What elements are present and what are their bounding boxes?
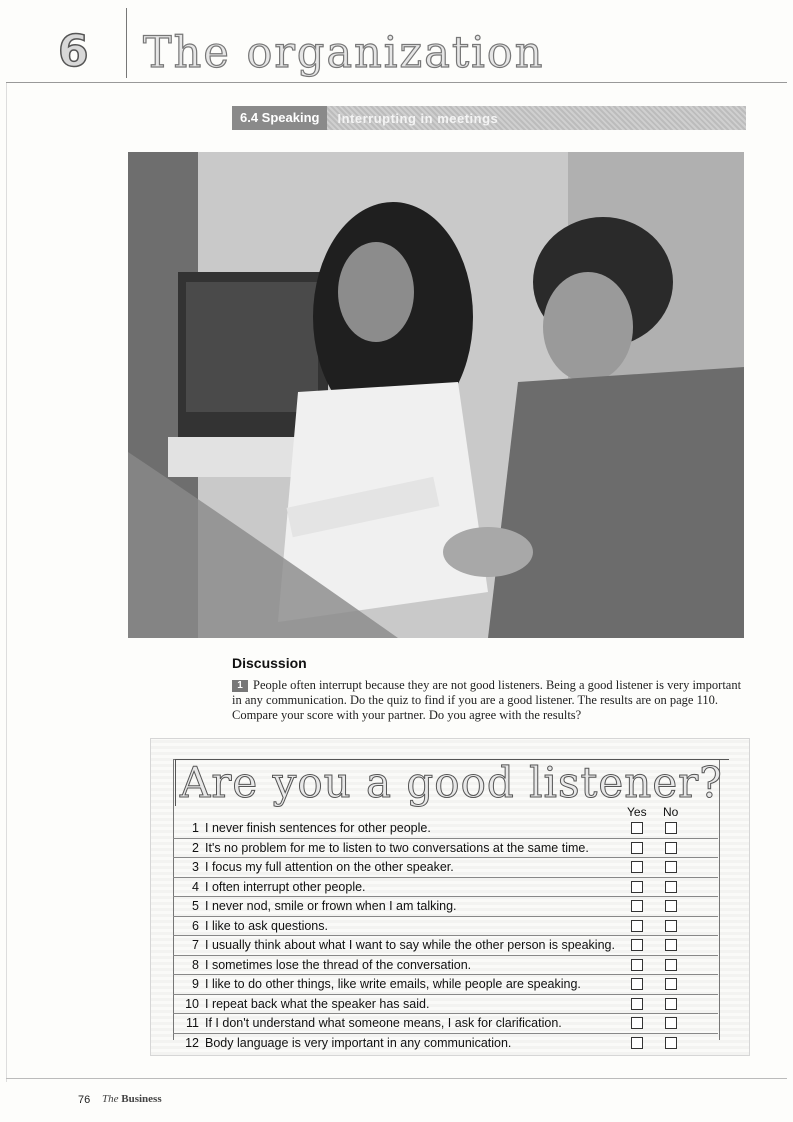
quiz-item-number: 7 <box>192 938 199 953</box>
quiz-item-text: If I don't understand what someone means, I ask for clarification. <box>205 1016 562 1031</box>
quiz-row <box>173 896 718 916</box>
quiz-row <box>173 877 718 897</box>
unit-title: The organization <box>143 28 545 78</box>
yes-checkbox[interactable] <box>631 920 643 932</box>
yes-checkbox[interactable] <box>631 900 643 912</box>
unit-number: 6 <box>58 26 90 77</box>
yes-checkbox[interactable] <box>631 998 643 1010</box>
book-title: Business <box>121 1093 162 1105</box>
quiz-item-number: 12 <box>185 1035 199 1050</box>
no-column-header: No <box>663 805 679 819</box>
no-checkbox[interactable] <box>665 900 677 912</box>
quiz-row <box>173 974 718 994</box>
margin-rule <box>6 82 7 1082</box>
quiz-item-text: I often interrupt other people. <box>205 879 366 894</box>
no-checkbox[interactable] <box>665 939 677 951</box>
quiz-row <box>173 819 718 838</box>
no-checkbox[interactable] <box>665 998 677 1010</box>
quiz-row <box>173 916 718 936</box>
yes-checkbox[interactable] <box>631 1037 643 1049</box>
book-prefix: The <box>102 1093 119 1105</box>
section-label: 6.4 Speaking <box>232 106 327 130</box>
exercise-number: 1 <box>232 680 248 692</box>
no-checkbox[interactable] <box>665 881 677 893</box>
section-bar <box>232 106 746 130</box>
no-checkbox[interactable] <box>665 959 677 971</box>
quiz-item-number: 4 <box>192 879 199 894</box>
quiz-item-text: I never nod, smile or frown when I am talking. <box>205 899 457 914</box>
quiz-row <box>173 994 718 1014</box>
quiz-row <box>173 935 718 955</box>
quiz-item-text: I sometimes lose the thread of the conversation. <box>205 957 472 972</box>
yes-column-header: Yes <box>627 805 647 819</box>
no-checkbox[interactable] <box>665 842 677 854</box>
quiz-rows <box>173 819 718 1052</box>
listener-quiz <box>150 738 750 1056</box>
quiz-row <box>173 838 718 858</box>
quiz-item-text: I repeat back what the speaker has said. <box>205 996 430 1011</box>
quiz-item-text: It's no problem for me to listen to two conversations at the same time. <box>205 840 589 855</box>
quiz-item-number: 11 <box>186 1016 199 1031</box>
no-checkbox[interactable] <box>665 1037 677 1049</box>
yes-checkbox[interactable] <box>631 881 643 893</box>
yes-checkbox[interactable] <box>631 939 643 951</box>
quiz-item-number: 3 <box>192 860 199 875</box>
header-divider <box>126 8 127 78</box>
yes-checkbox[interactable] <box>631 1017 643 1029</box>
quiz-item-text: I never finish sentences for other people. <box>205 821 431 836</box>
yes-checkbox[interactable] <box>631 822 643 834</box>
no-checkbox[interactable] <box>665 822 677 834</box>
quiz-item-text: I focus my full attention on the other speaker. <box>205 860 454 875</box>
quiz-row <box>173 955 718 975</box>
discussion-heading: Discussion <box>232 655 307 671</box>
quiz-row <box>173 1033 718 1053</box>
quiz-row <box>173 857 718 877</box>
quiz-row <box>173 1013 718 1033</box>
quiz-item-number: 2 <box>192 840 199 855</box>
yes-checkbox[interactable] <box>631 842 643 854</box>
quiz-item-text: I like to do other things, like write emails, while people are speaking. <box>205 977 581 992</box>
page-number: 76 <box>78 1094 91 1106</box>
quiz-item-number: 5 <box>192 899 199 914</box>
no-checkbox[interactable] <box>665 1017 677 1029</box>
no-checkbox[interactable] <box>665 861 677 873</box>
quiz-item-number: 8 <box>192 957 199 972</box>
book-name <box>102 1093 162 1105</box>
discussion-instructions: People often interrupt because they are not good listeners. Being a good listener is very important in any communication. Do the quiz to find if you are a good listener. The results are on page 110. Compare your score with your partner. Do you agree with the results? <box>232 678 742 722</box>
header-rule <box>6 82 787 83</box>
quiz-item-text: I like to ask questions. <box>205 918 328 933</box>
yes-checkbox[interactable] <box>631 978 643 990</box>
quiz-item-number: 10 <box>185 996 199 1011</box>
quiz-item-number: 6 <box>192 918 199 933</box>
discussion-text <box>232 678 746 723</box>
quiz-item-text: Body language is very important in any communication. <box>205 1035 512 1050</box>
quiz-title: Are you a good listener? <box>175 759 729 806</box>
photo-two-colleagues <box>128 152 744 638</box>
no-checkbox[interactable] <box>665 978 677 990</box>
section-topic: Interrupting in meetings <box>337 110 499 126</box>
no-checkbox[interactable] <box>665 920 677 932</box>
yes-checkbox[interactable] <box>631 861 643 873</box>
quiz-item-number: 1 <box>192 821 199 836</box>
quiz-item-number: 9 <box>192 977 199 992</box>
footer-rule <box>6 1078 787 1079</box>
yes-checkbox[interactable] <box>631 959 643 971</box>
quiz-item-text: I usually think about what I want to say while the other person is speaking. <box>205 938 615 953</box>
